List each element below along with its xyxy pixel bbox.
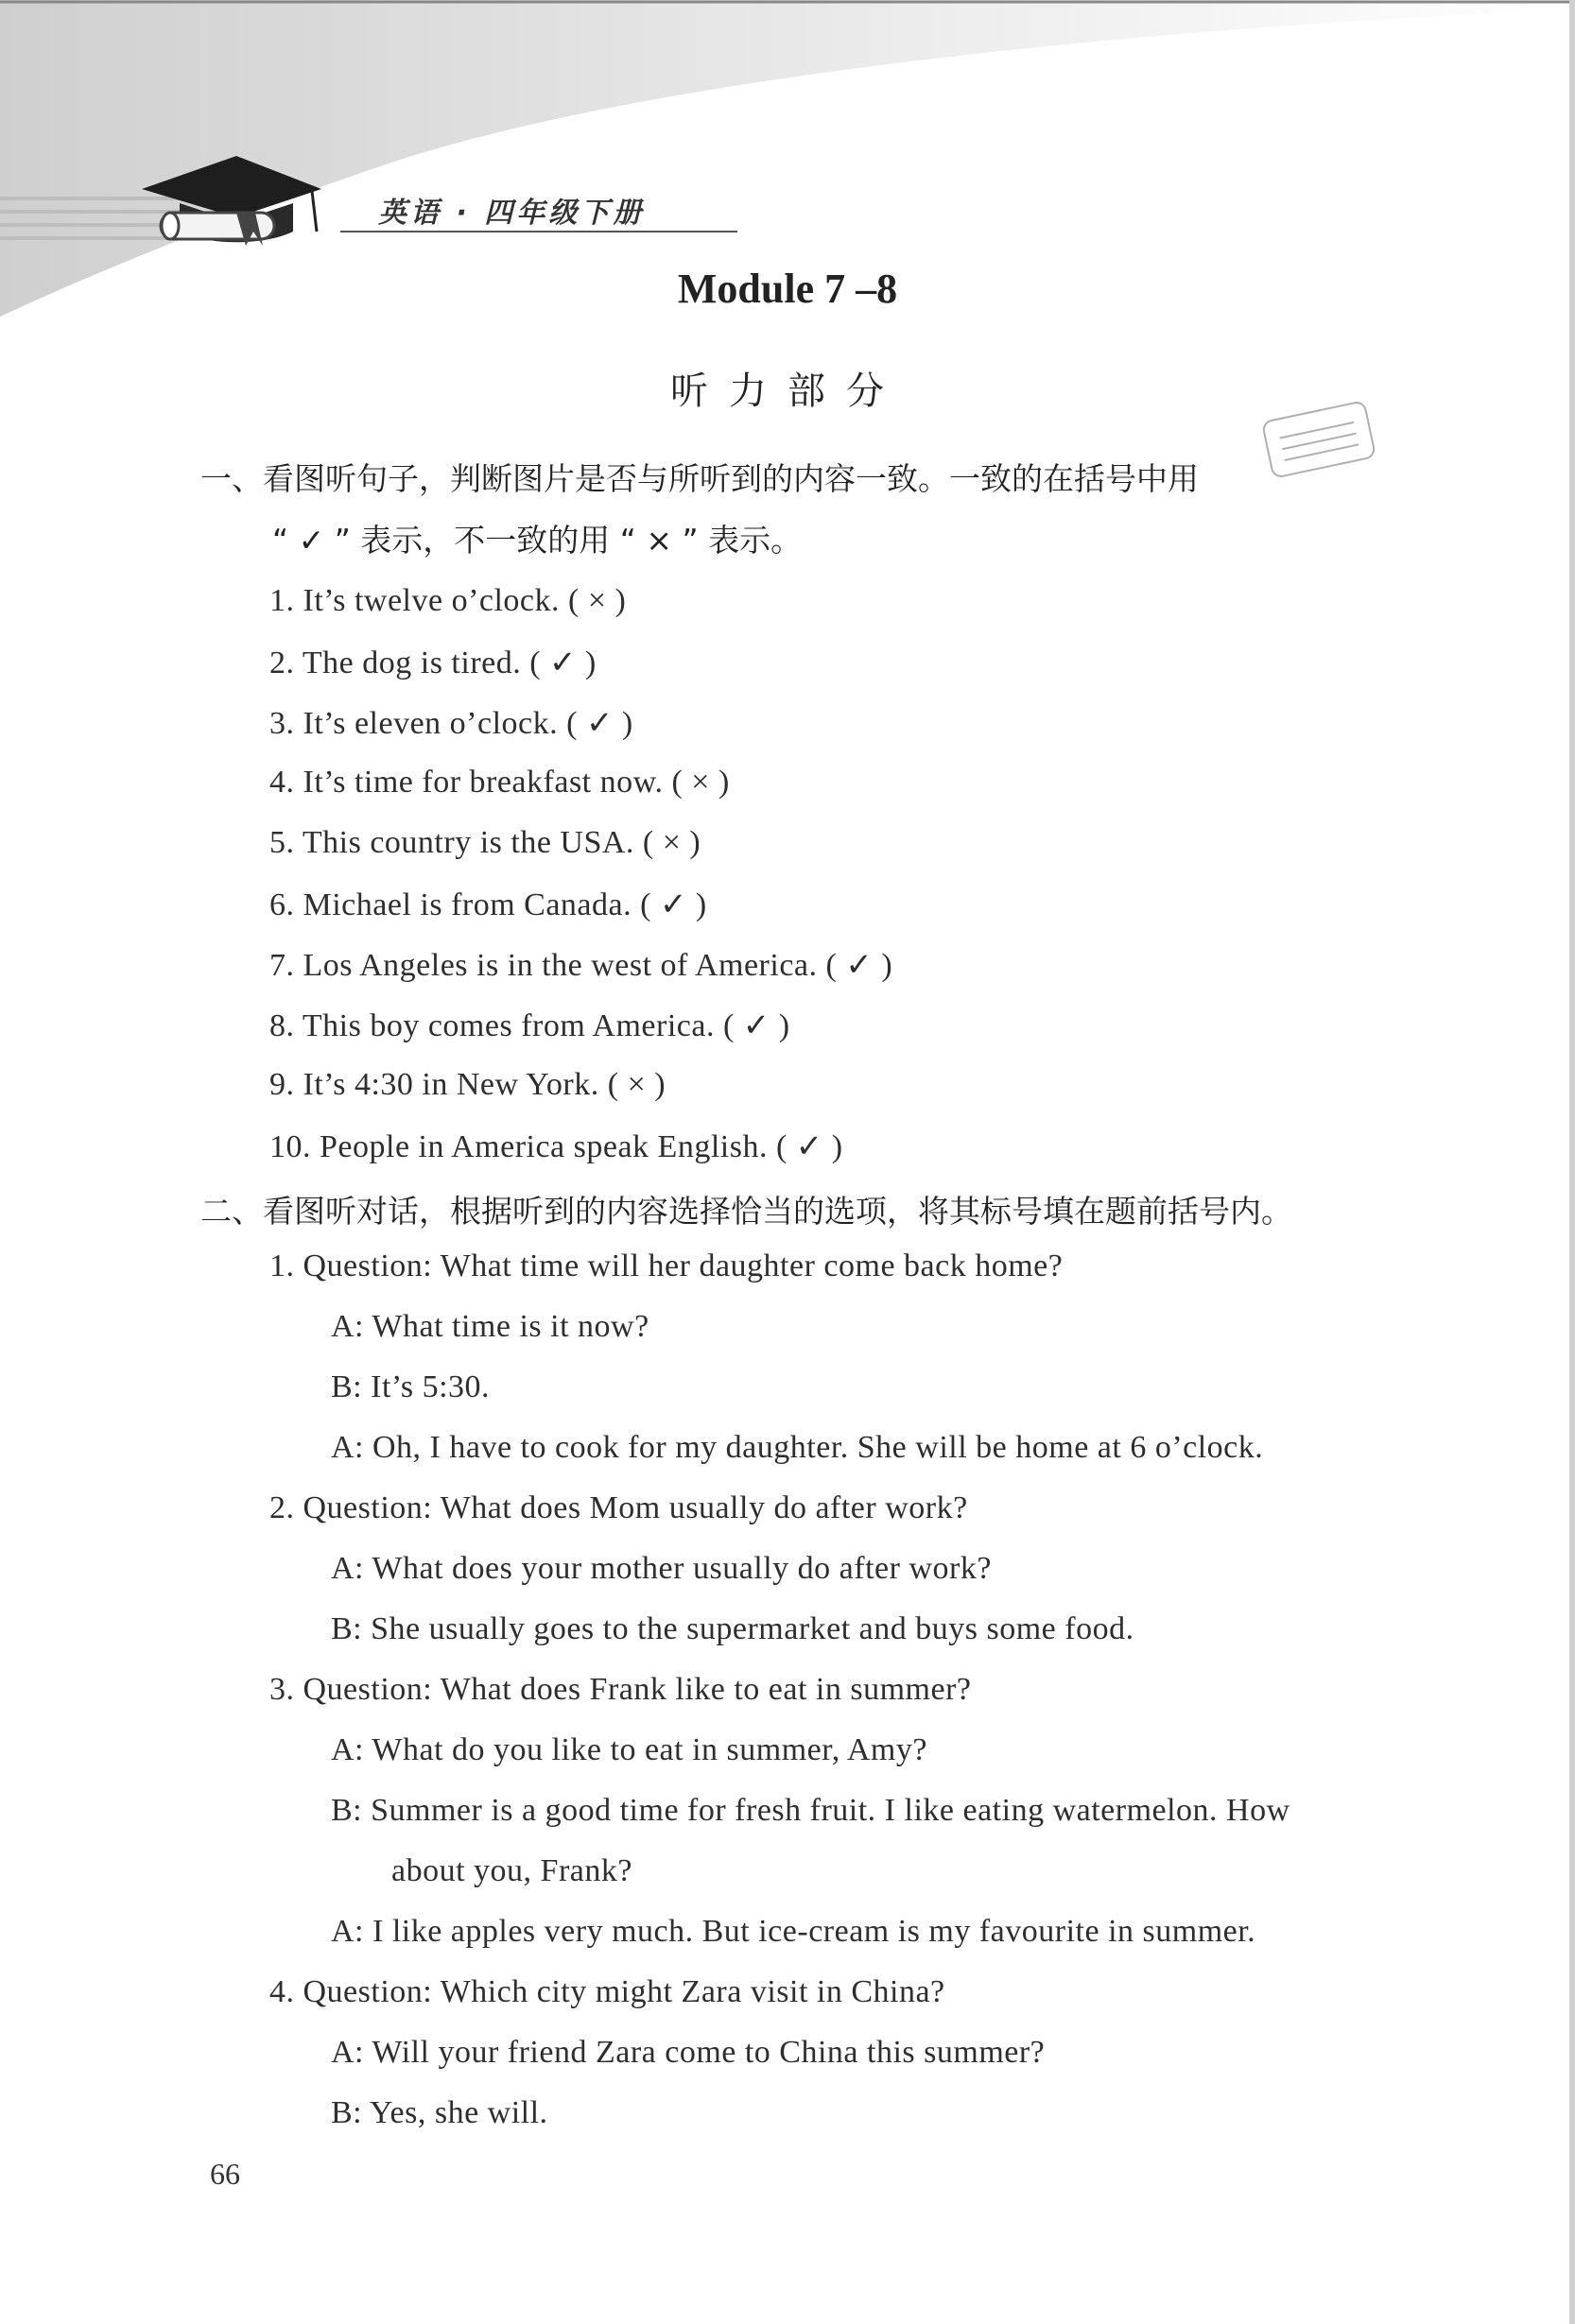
question-line: 1. Question: What time will her daughter come back home?: [269, 1248, 1064, 1283]
part1-item: 8. This boy comes from America. ( ✓ ): [269, 1008, 790, 1043]
dialogue-line: B: She usually goes to the supermarket and buys some food.: [331, 1611, 1134, 1646]
module-title: Module 7 –8: [677, 266, 898, 312]
part1-instruction-line1: 一、看图听句子，判断图片是否与所听到的内容一致。一致的在括号中用: [200, 460, 1199, 497]
part1-item: 7. Los Angeles is in the west of America. ( ✓ ): [269, 948, 893, 983]
dialogue-line: B: Yes, she will.: [331, 2095, 548, 2130]
part2-instruction: 二、看图听对话，根据听到的内容选择恰当的选项，将其标号填在题前括号内。: [200, 1193, 1292, 1230]
diploma-scroll-icon: [151, 203, 293, 250]
dialogue-line: A: Oh, I have to cook for my daughter. She will be home at 6 o’clock.: [331, 1430, 1264, 1465]
question-line: 4. Question: Which city might Zara visit in China?: [269, 1974, 945, 2009]
dialogue-line: A: What time is it now?: [331, 1309, 649, 1344]
part1-item: 6. Michael is from Canada. ( ✓ ): [269, 887, 707, 922]
homework-stamp-icon: [1253, 397, 1385, 482]
part1-item: 5. This country is the USA. ( × ): [269, 825, 701, 860]
part1-item: 4. It’s time for breakfast now. ( × ): [269, 765, 730, 800]
dialogue-line: A: Will your friend Zara come to China this summer?: [331, 2035, 1046, 2070]
book-title: 英语 · 四年级下册: [378, 197, 646, 230]
part1-item: 10. People in America speak English. ( ✓ ): [269, 1129, 843, 1164]
page-edge: [1569, 0, 1575, 2324]
part1-item: 1. It’s twelve o’clock. ( × ): [269, 583, 627, 618]
dialogue-line: A: I like apples very much. But ice-cream is my favourite in summer.: [331, 1914, 1256, 1949]
header-rule: [340, 231, 737, 232]
question-line: 3. Question: What does Frank like to eat in summer?: [269, 1672, 972, 1707]
dialogue-line: B: Summer is a good time for fresh fruit. I like eating watermelon. How: [331, 1793, 1290, 1828]
part1-item: 9. It’s 4:30 in New York. ( × ): [269, 1067, 666, 1102]
part1-item: 3. It’s eleven o’clock. ( ✓ ): [269, 706, 633, 741]
part1-instruction-line2: “ ✓ ” 表示，不一致的用 “ × ” 表示。: [272, 522, 803, 559]
part1-item: 2. The dog is tired. ( ✓ ): [269, 646, 597, 680]
dialogue-line-continued: about you, Frank?: [391, 1853, 632, 1888]
question-line: 2. Question: What does Mom usually do after work?: [269, 1490, 968, 1525]
dialogue-line: A: What do you like to eat in summer, Amy?: [331, 1732, 927, 1767]
dialogue-line: A: What does your mother usually do after work?: [331, 1551, 992, 1586]
section-title: 听力部分: [670, 370, 905, 413]
page-number: 66: [210, 2157, 240, 2191]
dialogue-line: B: It’s 5:30.: [331, 1369, 491, 1404]
